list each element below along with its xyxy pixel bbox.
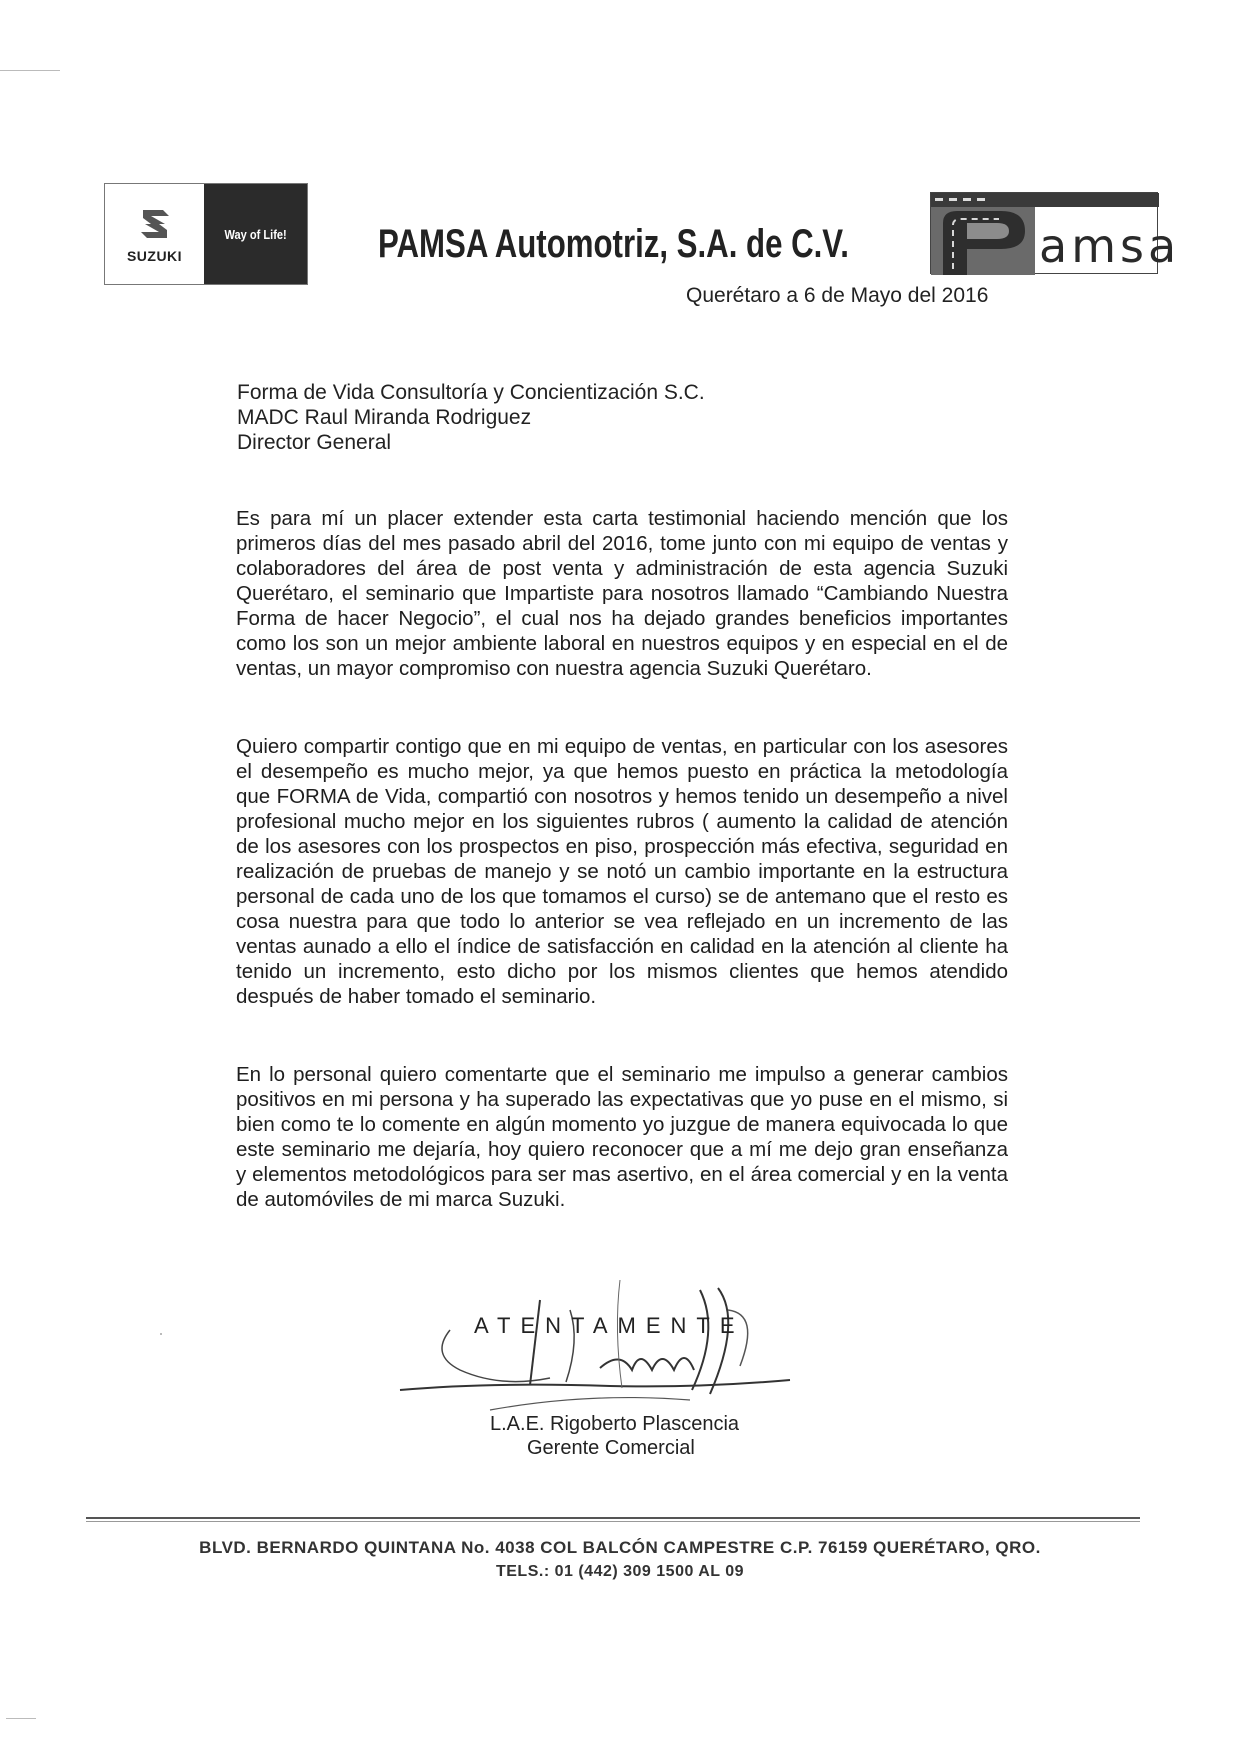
suzuki-wordmark: SUZUKI — [126, 248, 183, 264]
signer-title: Gerente Comercial — [527, 1437, 695, 1459]
body-paragraph-1: Es para mí un placer extender esta carta testimonial haciendo mención que los primeros días del mes pasado abril del 2016, tome junto con mi equipo de ventas y colaboradores del área de post venta y administración de esta agencia Suzuki Querétaro, el seminario que Impartiste para nosotros llamado “Cambiando Nuestra Forma de hacer Negocio”, el cual nos ha dejado grandes beneficios importantes como los son un mejor ambiente laboral en nuestros equipos y en especial en el de ventas, un mayor compromiso con nuestra agencia Suzuki Querétaro. — [236, 507, 1008, 680]
scan-artifact — [160, 1333, 162, 1335]
scan-artifact — [0, 70, 60, 71]
closing-salutation: ATENTAMENTE — [474, 1313, 745, 1338]
suzuki-tagline-panel — [204, 184, 307, 284]
date-line: Querétaro a 6 de Mayo del 2016 — [686, 284, 989, 307]
footer-divider — [86, 1517, 1140, 1519]
recipient-title: Director General — [237, 431, 392, 454]
suzuki-emblem-area — [105, 184, 204, 284]
recipient-organization: Forma de Vida Consultoría y Concientización S.C. — [237, 381, 705, 404]
recipient-block — [237, 380, 705, 455]
company-name: PAMSA Automotriz, S.A. de C.V. — [378, 222, 849, 266]
body-paragraph-3: En lo personal quiero comentarte que el seminario me impulso a generar cambios positivos en mi persona y ha superado las expectativas que yo puse en el mismo, si bien como te lo comente en algún momento yo juzgue de manera equivocada lo que este seminario me dejaría, hoy quiero reconocer que a mí me dejo gran enseñanza y elementos metodológicos para ser mas asertivo, en el área comercial y en la venta de automóviles de mi marca Suzuki. — [236, 1063, 1008, 1211]
body-paragraph-2: Quiero compartir contigo que en mi equipo de ventas, en particular con los asesores el desempeño es mucho mejor, ya que hemos puesto en práctica la metodología que FORMA de Vida, compartió con nosotros y hemos tenido un desempeño a nivel profesional mucho mejor en los siguientes rubros ( aumento la calidad de atención de los asesores con los prospectos en piso, prospección más efectiva, seguridad en realización de pruebas de manejo y se notó un cambio importante en la estructura personal de cada uno de los que tomamos el curso) se de antemano que el resto es cosa nuestra para que todo lo anterior se vea reflejado en un incremento de las ventas aunado a ello el índice de satisfacción en calidad en la atención al cliente ha tenido un incremento, esto dicho por los mismos clientes que hemos atendido después de haber tomado el seminario. — [236, 735, 1008, 1008]
suzuki-s-icon — [135, 204, 175, 244]
footer-phone: TELS.: 01 (442) 309 1500 AL 09 — [495, 1563, 744, 1580]
suzuki-tagline: Way of Life! — [224, 226, 287, 242]
recipient-name: MADC Raul Miranda Rodriguez — [237, 406, 532, 429]
handwritten-signature — [370, 1270, 830, 1430]
signer-name: L.A.E. Rigoberto Plascencia — [490, 1413, 740, 1435]
footer-address: BLVD. BERNARDO QUINTANA No. 4038 COL BALCÓN CAMPESTRE C.P. 76159 QUERÉTARO, QRO. — [199, 1538, 1041, 1557]
suzuki-logo — [104, 183, 308, 285]
pamsa-logo — [930, 192, 1181, 274]
scan-artifact — [6, 1718, 36, 1719]
pamsa-wordmark: amsa — [1039, 219, 1181, 273]
footer-divider-secondary — [86, 1521, 1140, 1522]
